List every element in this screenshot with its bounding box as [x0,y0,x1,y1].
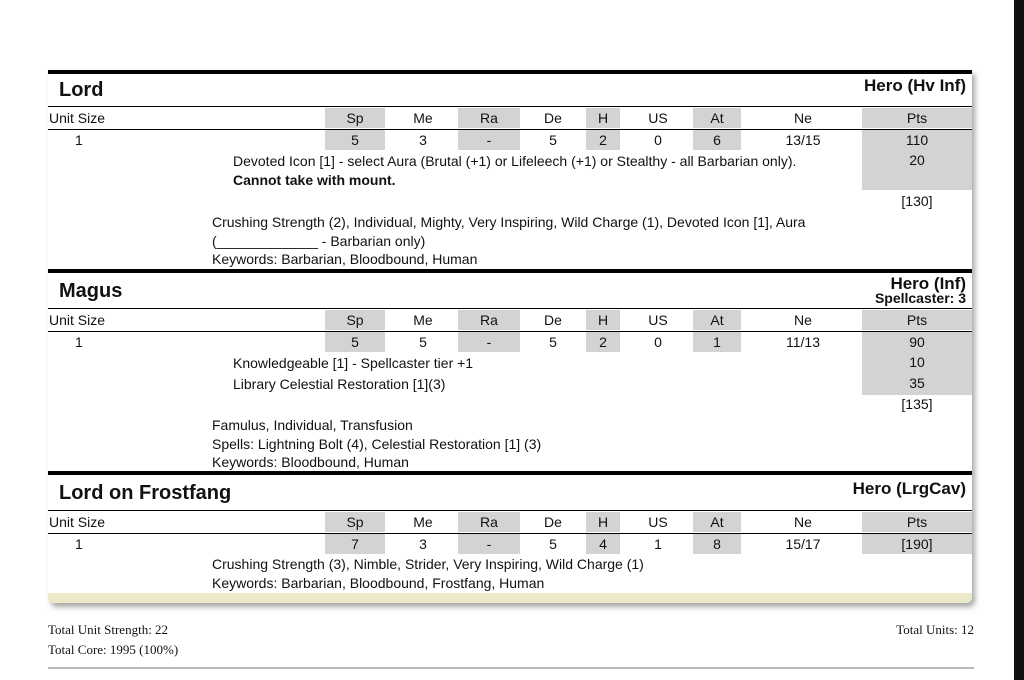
unit-size-label: Unit Size [49,312,106,328]
stat-h: 2 [586,130,620,150]
stat-pts: 110 [905,132,929,148]
stat-at: 8 [693,534,741,554]
unit-type: Hero (Hv Inf) [864,76,966,95]
spells: Spells: Lightning Bolt (4), Celestial Restoration [1] (3) [212,436,542,452]
stat-h: 4 [586,534,620,554]
stat-me: 3 [419,132,427,148]
option-note: Cannot take with mount. [233,172,396,188]
stat-ra: - [458,332,520,352]
header-h: H [586,108,620,128]
stat-sp: 5 [325,332,385,352]
unit-size: 1 [75,334,83,350]
stat-me: 5 [419,334,427,350]
unit-size-label: Unit Size [49,514,106,530]
unit-total: [130] [901,193,933,209]
option-pts: 10 [909,354,925,370]
unit-magus [48,269,972,473]
header-de: De [544,514,562,530]
stat-de: 5 [549,536,557,552]
stat-pts: 90 [909,334,925,350]
unit-size: 1 [75,132,83,148]
header-me: Me [413,514,433,530]
stat-us: 0 [654,132,662,148]
stat-ne: 11/13 [786,334,820,350]
unit-size-label: Unit Size [49,110,106,126]
unit-divider [48,471,972,475]
unit-lord [48,70,972,270]
option-pts: 35 [909,375,925,391]
stat-pts: [190] [901,536,933,552]
header-pts: Pts [862,310,972,330]
page-edge [1014,0,1024,680]
header-de: De [544,312,562,328]
keywords: Keywords: Barbarian, Bloodbound, Frostfang, Human [212,575,545,591]
stat-ra: - [458,534,520,554]
stat-de: 5 [549,132,557,148]
header-at: At [693,512,741,532]
header-h: H [586,310,620,330]
special-rules: Famulus, Individual, Transfusion [212,417,413,433]
option-text: Library Celestial Restoration [1](3) [233,376,446,392]
special-rules-cont: (_____________ - Barbarian only) [212,233,426,249]
header-h: H [586,512,620,532]
stat-at: 6 [693,130,741,150]
army-list-card [48,70,972,603]
header-ne: Ne [794,514,812,530]
header-top-rule [48,308,972,309]
total-unit-strength: Total Unit Strength: 22 [48,622,169,637]
unit-name: Lord [59,79,104,101]
option-pts: 20 [909,152,925,168]
header-ne: Ne [794,110,812,126]
stat-h: 2 [586,332,620,352]
header-us: US [648,312,668,328]
stat-us: 1 [654,536,662,552]
unit-name: Lord on Frostfang [59,482,232,504]
header-ne: Ne [794,312,812,328]
unit-size: 1 [75,536,83,552]
header-me: Me [413,110,433,126]
unit-divider [48,269,972,273]
stat-at: 1 [693,332,741,352]
option-text: Knowledgeable [1] - Spellcaster tier +1 [233,355,474,371]
keywords: Keywords: Barbarian, Bloodbound, Human [212,251,478,267]
stat-us: 0 [654,334,662,350]
stat-ra: - [458,130,520,150]
stat-sp: 7 [325,534,385,554]
total-units: Total Units: 12 [896,622,974,637]
header-me: Me [413,312,433,328]
total-core: Total Core: 1995 (100%) [48,642,179,657]
header-us: US [648,514,668,530]
stat-sp: 5 [325,130,385,150]
option-text: Devoted Icon [1] - select Aura (Brutal (+1) or Lifeleech (+1) or Stealthy - all Barbarian only). [233,153,797,169]
stat-me: 3 [419,536,427,552]
header-ra: Ra [458,108,520,128]
unit-total: [135] [901,396,933,412]
special-rules: Crushing Strength (3), Nimble, Strider, Very Inspiring, Wild Charge (1) [212,556,644,572]
unit-type: Hero (Inf) [890,274,966,293]
stat-ne: 13/15 [785,132,821,148]
header-at: At [693,108,741,128]
special-rules: Crushing Strength (2), Individual, Mighty, Very Inspiring, Wild Charge (1), Devoted Icon [1], Aura [212,214,806,230]
unit-lord-on-frostfang [48,471,972,593]
header-ra: Ra [458,512,520,532]
header-ra: Ra [458,310,520,330]
unit-name: Magus [59,280,123,302]
header-us: US [648,110,668,126]
header-sp: Sp [325,108,385,128]
stat-ne: 15/17 [785,536,821,552]
header-pts: Pts [862,108,972,128]
header-sp: Sp [325,310,385,330]
card-footer-strip [48,593,972,603]
header-sp: Sp [325,512,385,532]
unit-divider [48,70,972,74]
keywords: Keywords: Bloodbound, Human [212,454,409,470]
unit-type: Hero (LrgCav) [852,479,966,498]
footer-rule [48,667,974,669]
spellcaster-level: Spellcaster: 3 [874,290,966,306]
header-at: At [693,310,741,330]
stat-de: 5 [549,334,557,350]
header-top-rule [48,106,972,107]
header-de: De [544,110,562,126]
header-pts: Pts [862,512,972,532]
header-top-rule [48,510,972,511]
